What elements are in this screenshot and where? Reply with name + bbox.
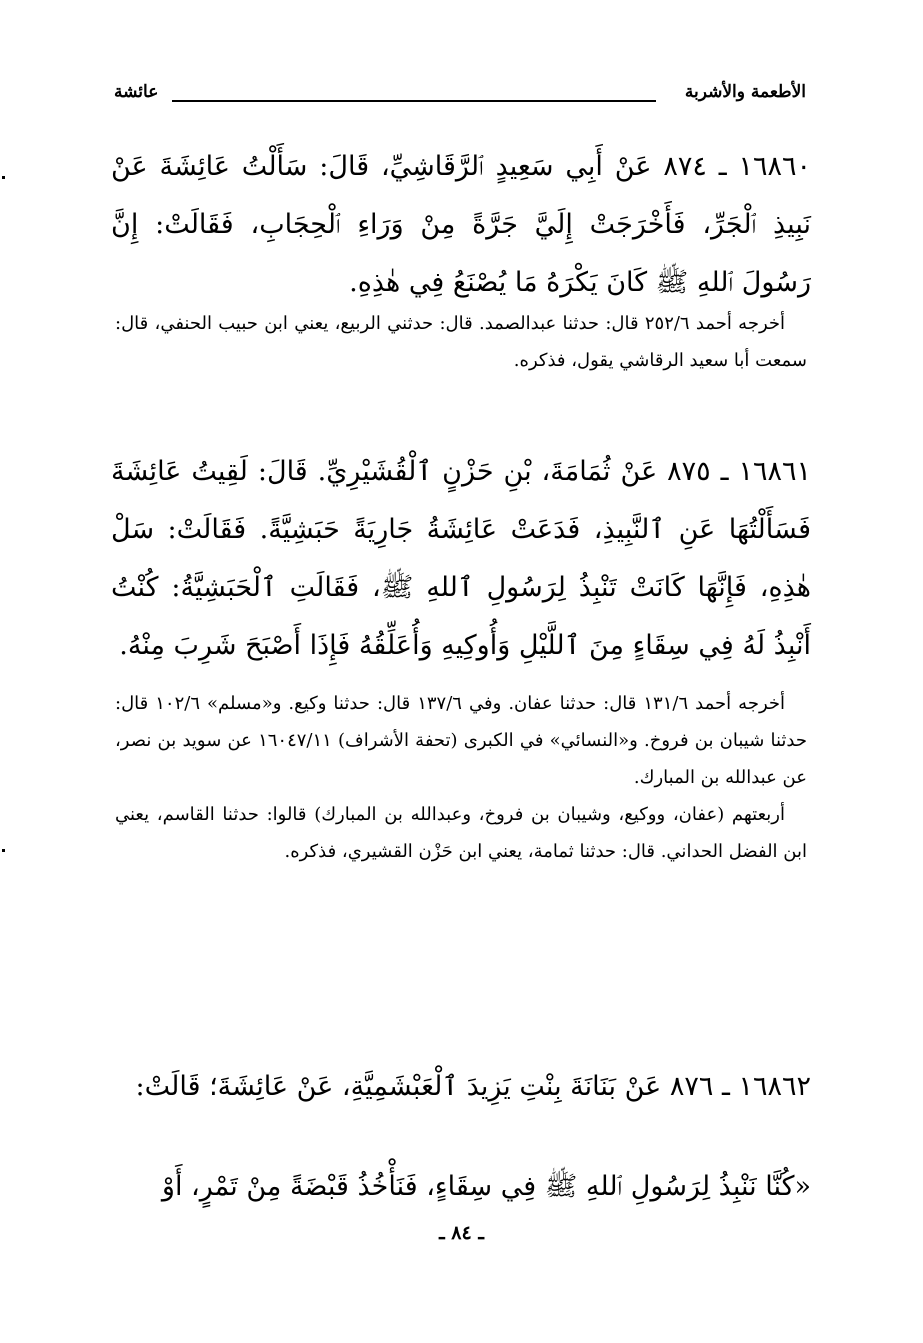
companion-name: عائشة [114, 82, 159, 102]
hadith-number: ١٦٨٦٠ ـ ٨٧٤ [663, 151, 812, 182]
header-rule [172, 100, 656, 102]
hadith-text: «كُنَّا نَنْبِذُ لِرَسُولِ ٱللهِ ﷺ فِي سِقَاءٍ، فَنَأْخُذُ قَبْضَةً مِنْ تَمْرٍ، أَوْ [161, 1171, 811, 1202]
page-number: ـ ٨٤ ـ [439, 1222, 484, 1244]
hadith-number: ١٦٨٦١ ـ ٨٧٥ [667, 456, 811, 487]
chapter-title: الأطعمة والأشربة [684, 82, 806, 102]
takhrij-paragraph: أربعتهم (عفان، ووكيع، وشيبان بن فروخ، وعبدالله بن المبارك) قالوا: حدثنا القاسم، يعني ابن الفضل الحداني. قال: حدثنا ثمامة، يعني ابن حَزْن القشيري، فذكره. [115, 804, 807, 862]
hadith-number: ١٦٨٦٢ ـ ٨٧٦ [669, 1071, 811, 1102]
scan-mark [2, 176, 5, 179]
takhrij-paragraph: أخرجه أحمد ٢٥٢/٦ قال: حدثنا عبدالصمد. قال: حدثني الربيع، يعني ابن حبيب الحنفي، قال: سمعت أبا سعيد الرقاشي يقول، فذكره. [115, 313, 807, 371]
hadith-text: عَنْ بَنَانَةَ بِنْتِ يَزِيدَ ٱلْعَبْشَمِيَّةِ، عَنْ عَائِشَةَ؛ قَالَتْ: [135, 1071, 662, 1102]
running-header [114, 82, 806, 112]
takhrij-874 [115, 305, 807, 379]
takhrij-875 [115, 685, 807, 870]
hadith-876 [111, 1058, 811, 1116]
hadith-text: عَنْ ثُمَامَةَ، بْنِ حَزْنٍ ٱلْقُشَيْرِيِّ. قَالَ: لَقِيتُ عَائِشَةَ فَسَأَلْتُهَا عَنِ ٱلنَّبِيذِ، فَدَعَتْ عَائِشَةُ جَارِيَةً حَبَشِيَّةً. فَقَالَتْ: سَلْ هٰذِهِ، فَإِنَّهَا كَانَتْ تَنْبِذُ لِرَسُولِ ٱللهِ ﷺ، فَقَالَتِ ٱلْحَبَشِيَّةُ: كُنْتُ أَنْبِذُ لَهُ فِي سِقَاءٍ مِنَ ٱللَّيْلِ وَأُوكِيهِ وَأُعَلِّقُهُ فَإِذَا أَصْبَحَ شَرِبَ مِنْهُ. [111, 456, 811, 661]
hadith-text: عَنْ أَبِي سَعِيدٍ ٱلرَّقَاشِيِّ، قَالَ: سَأَلْتُ عَائِشَةَ عَنْ نَبِيذِ ٱلْجَرِّ، فَأَخْرَجَتْ إِلَيَّ جَرَّةً مِنْ وَرَاءِ ٱلْحِجَابِ، فَقَالَتْ: إِنَّ رَسُولَ ٱللهِ ﷺ كَانَ يَكْرَهُ مَا يُصْنَعُ فِي هٰذِهِ. [111, 151, 811, 298]
hadith-875 [111, 443, 811, 675]
takhrij-paragraph: أخرجه أحمد ١٣١/٦ قال: حدثنا عفان. وفي ١٣٧/٦ قال: حدثنا وكيع. و«مسلم» ١٠٢/٦ قال: حدثنا شيبان بن فروخ. و«النسائي» في الكبرى (تحفة الأشراف) ١٦٠٤٧/١١ عن سويد بن نصر، عن عبدالله بن المبارك. [115, 693, 807, 788]
scan-mark [2, 849, 5, 852]
hadith-876-continuation [111, 1158, 811, 1216]
hadith-874 [111, 138, 811, 312]
